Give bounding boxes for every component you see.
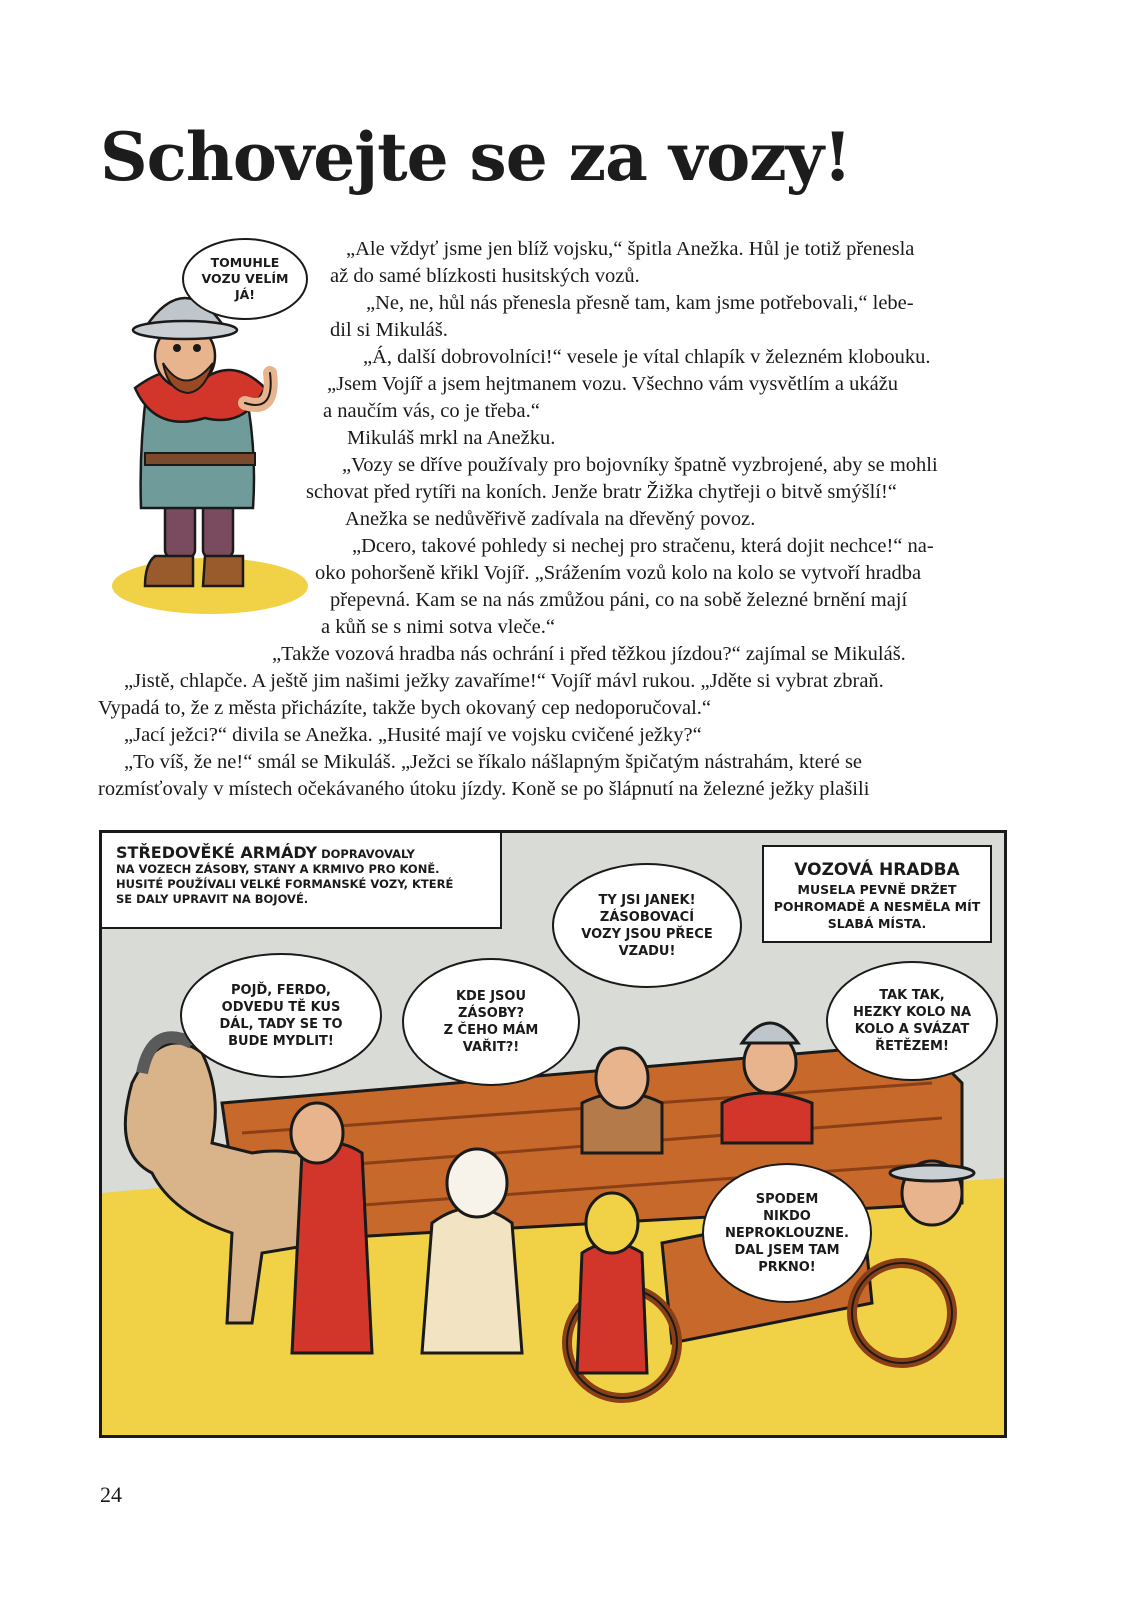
text-line: a naučím vás, co je třeba.“ bbox=[323, 400, 540, 422]
speech-bubble-ferdo bbox=[180, 953, 382, 1078]
text-line: „Á, další dobrovolníci!“ vesele je vítal chlapík v železném klobouku. bbox=[363, 346, 931, 368]
bubble-line: JÁ! bbox=[234, 287, 255, 302]
text-line: „Dcero, takové pohledy si nechej pro stračenu, která dojit nechce!“ na- bbox=[352, 535, 934, 557]
caption-text: HUSITÉ POUŽÍVALI VELKÉ FORMANSKÉ VOZY, KTERÉ bbox=[116, 877, 454, 891]
caption-text: SLABÁ MÍSTA. bbox=[827, 916, 927, 931]
bubble-line: TOMUHLE bbox=[210, 255, 280, 270]
text-line: oko pohoršeně křikl Vojíř. „Srážením vozů kolo na kolo se vytvoří hradba bbox=[315, 562, 922, 584]
bubble-line: TY JSI JANEK! bbox=[598, 892, 696, 908]
text-line: „Jací ježci?“ divila se Anežka. „Husité mají ve vojsku cvičené ježky?“ bbox=[124, 724, 702, 746]
bubble-line: ZÁSOBY? bbox=[457, 1006, 525, 1021]
speech-bubble-janek bbox=[552, 863, 742, 988]
caption-text: DOPRAVOVALY bbox=[321, 847, 415, 861]
speech-bubble-spodem bbox=[702, 1163, 872, 1303]
caption-lead: STŘEDOVĚKÉ ARMÁDY bbox=[116, 843, 318, 862]
text-line: až do samé blízkosti husitských vozů. bbox=[330, 265, 640, 287]
bubble-line: KOLO A SVÁZAT bbox=[854, 1022, 970, 1037]
text-line: rozmísťovaly v místech očekávaného útoku jízdy. Koně se po šlápnutí na železné ježky plašili bbox=[98, 778, 870, 800]
page-title: Schovejte se za vozy! bbox=[100, 118, 852, 196]
speech-bubble-zasoby bbox=[402, 958, 580, 1086]
speech-bubble-tak-tak bbox=[826, 961, 998, 1081]
text-line: „Takže vozová hradba nás ochrání i před těžkou jízdou?“ zajímal se Mikuláš. bbox=[272, 643, 906, 665]
comic-panel bbox=[99, 830, 1007, 1438]
bubble-line: NIKDO bbox=[763, 1208, 811, 1224]
text-line: Mikuláš mrkl na Anežku. bbox=[347, 427, 556, 449]
caption-text: SE DALY UPRAVIT NA BOJOVÉ. bbox=[116, 892, 309, 906]
bubble-line: Z ČEHO MÁM bbox=[443, 1023, 539, 1038]
bubble-line: TAK TAK, bbox=[879, 988, 945, 1003]
bubble-line: BUDE MYDLIT! bbox=[228, 1033, 334, 1049]
text-line: „Jistě, chlapče. A ještě jim našimi ježky zavaříme!“ Vojíř mávl rukou. „Jděte si vybrat zbraň. bbox=[124, 670, 884, 692]
caption-text: NA VOZECH ZÁSOBY, STANY A KRMIVO PRO KONĚ. bbox=[116, 862, 440, 876]
bubble-line: SPODEM bbox=[755, 1191, 819, 1207]
bubble-line: ZÁSOBOVACÍ bbox=[599, 909, 695, 925]
caption-text: MUSELA PEVNĚ DRŽET bbox=[797, 882, 957, 897]
text-line: „To víš, že ne!“ smál se Mikuláš. „Ježci se říkalo nášlapným špičatým nástrahám, které se bbox=[124, 751, 863, 773]
bubble-line: VAŘIT?! bbox=[462, 1040, 520, 1055]
bubble-line: DAL JSEM TAM bbox=[734, 1242, 840, 1258]
text-line: schovat před rytíři na koních. Jenže bratr Žižka chytřeji o bitvě smýšlí!“ bbox=[306, 481, 897, 503]
caption-text: POHROMADĚ A NESMĚLA MÍT bbox=[773, 899, 981, 914]
bubble-line: VOZU VELÍM bbox=[201, 271, 289, 286]
caption-medieval-armies bbox=[102, 833, 502, 929]
bubble-line: ODVEDU TĚ KUS bbox=[221, 999, 341, 1015]
text-line: dil si Mikuláš. bbox=[330, 319, 448, 341]
intro-speech-bubble bbox=[182, 238, 308, 320]
bubble-line: VOZY JSOU PŘECE bbox=[581, 926, 713, 942]
bubble-line: KDE JSOU bbox=[455, 989, 527, 1004]
text-line: „Jsem Vojíř a jsem hejtmanem vozu. Všechno vám vysvětlím a ukážu bbox=[327, 373, 899, 395]
text-line: „Ale vždyť jsme jen blíž vojsku,“ špitla Anežka. Hůl je totiž přenesla bbox=[346, 238, 915, 260]
text-line: „Ne, ne, hůl nás přenesla přesně tam, kam jsme potřebovali,“ lebe- bbox=[366, 292, 914, 314]
text-line: přepevná. Kam se na nás zmůžou páni, co na sobě železné brnění mají bbox=[330, 589, 908, 611]
page-number: 24 bbox=[100, 1482, 122, 1507]
caption-wagon-wall bbox=[762, 845, 992, 943]
text-line: Anežka se nedůvěřivě zadívala na dřevěný povoz. bbox=[345, 508, 756, 530]
bubble-line: NEPROKLOUZNE. bbox=[725, 1225, 849, 1241]
bubble-line: POJĎ, FERDO, bbox=[231, 982, 331, 998]
bubble-line: PRKNO! bbox=[758, 1259, 816, 1275]
text-line: Vypadá to, že z města přicházíte, takže bych okovaný cep nedoporučoval.“ bbox=[98, 697, 712, 719]
bubble-line: VZADU! bbox=[618, 943, 676, 959]
text-line: a kůň se s nimi sotva vleče.“ bbox=[321, 616, 555, 638]
caption-lead: VOZOVÁ HRADBA bbox=[794, 860, 960, 880]
text-line: „Vozy se dříve používaly pro bojovníky špatně vyzbrojené, aby se mohli bbox=[342, 454, 938, 476]
bubble-line: HEZKY KOLO NA bbox=[852, 1005, 972, 1020]
bubble-line: ŘETĚZEM! bbox=[875, 1039, 949, 1054]
bubble-line: DÁL, TADY SE TO bbox=[219, 1016, 343, 1032]
